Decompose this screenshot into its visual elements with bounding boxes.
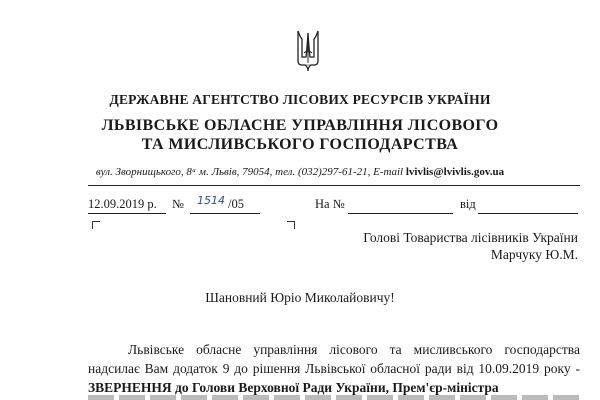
body-paragraph: [88, 340, 580, 397]
date-underline: [88, 213, 166, 214]
address-corner-left: [92, 221, 100, 229]
number-underline: [190, 213, 260, 214]
agency-name: ДЕРЖАВНЕ АГЕНТСТВО ЛІСОВИХ РЕСУРСІВ УКРАЇНИ: [109, 92, 491, 107]
incoming-number-label: На №: [315, 197, 345, 211]
header-divider: [88, 185, 580, 186]
outgoing-date: 12.09.2019 р.: [88, 197, 157, 211]
outgoing-number-suffix: /05: [228, 197, 244, 211]
body-text-bold: ЗВЕРНЕННЯ до Голови Верховної Ради України, Прем'єр-міністра: [88, 380, 499, 395]
incoming-number-underline: [348, 213, 453, 214]
email-link[interactable]: lvivlis@lvivlis.gov.ua: [405, 166, 505, 178]
cropped-text-line: [88, 395, 580, 400]
recipient-position: Голові Товариства лісівників України: [363, 230, 578, 245]
trident-emblem-icon: [294, 27, 322, 73]
outgoing-number-label: №: [172, 197, 184, 211]
address-corner-right: [287, 221, 295, 229]
incoming-date-label: від: [460, 197, 476, 211]
salutation: Шановний Юріо Миколайовичу!: [205, 290, 395, 305]
address-line: [0, 166, 600, 178]
organization-name-line-2: ТА МИСЛИВСЬКОГО ГОСПОДАРСТВА: [141, 136, 459, 153]
letter-body: [88, 340, 580, 397]
recipient-name: Марчуку Ю.М.: [490, 247, 578, 262]
organization-name-line-1: ЛЬВІВСЬКЕ ОБЛАСНЕ УПРАВЛІННЯ ЛІСОВОГО: [101, 117, 499, 134]
incoming-date-underline: [478, 213, 578, 214]
recipient-block: [363, 229, 578, 263]
outgoing-number: 1514: [197, 194, 225, 207]
body-text: Львівське обласне управління лісового та мисливського господарства надсилає Вам додаток 9 до рішення Львівської обласної ради від 10.09.2019 року -: [88, 342, 580, 376]
address-text: вул. Зворнищького, 8ᵃ м. Львів, 79054, тел. (032)297-61-21, E-mail: [95, 166, 404, 178]
